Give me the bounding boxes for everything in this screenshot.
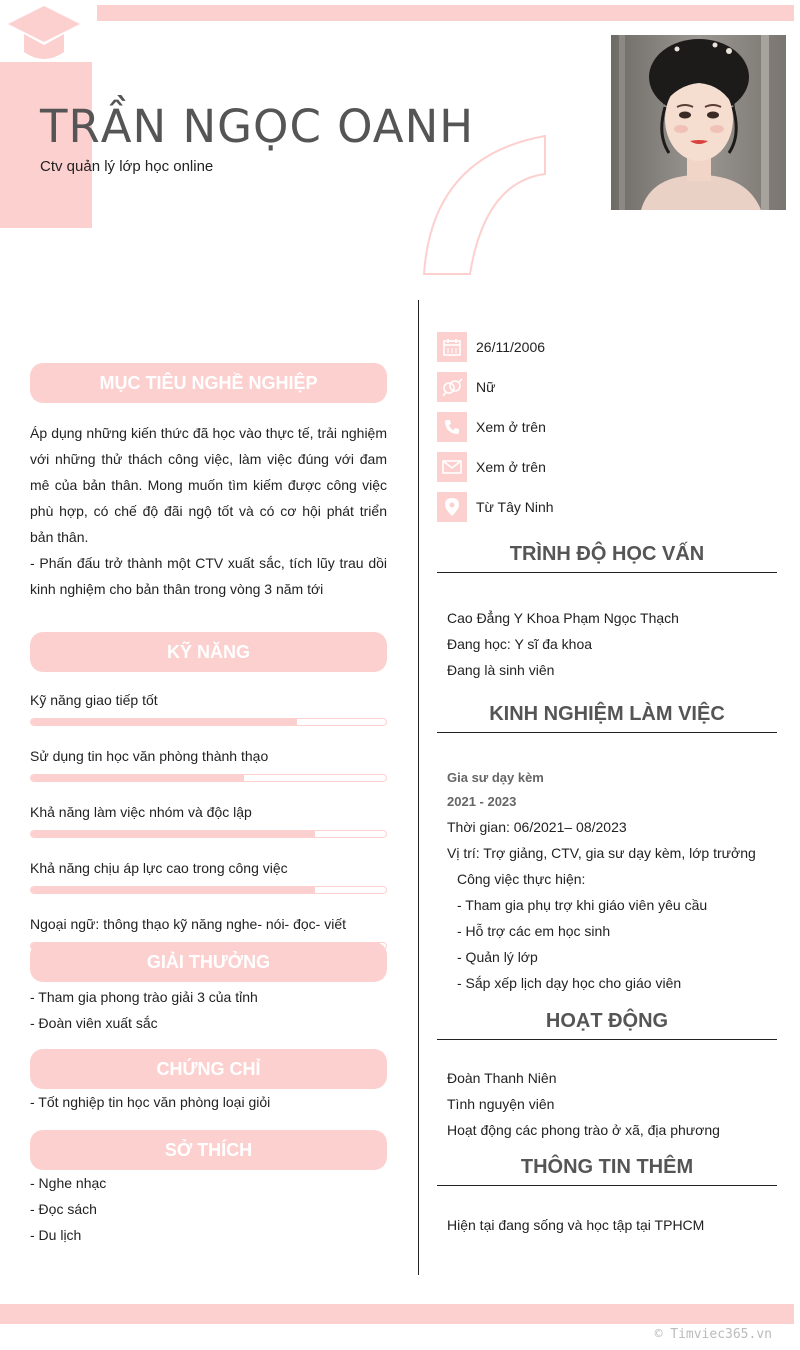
skills-section <box>30 632 387 950</box>
activity-line: Đoàn Thanh Niên <box>447 1070 557 1086</box>
contact-phone <box>437 412 546 442</box>
awards-section <box>30 942 387 1036</box>
objective-text-2: - Phấn đấu trở thành một CTV xuất sắc, tích lũy trau dồi kinh nghiệm cho bản thân trong vòng 3 năm tới <box>30 555 387 597</box>
contact-text: 26/11/2006 <box>476 339 546 355</box>
list-item: - Du lịch <box>30 1227 82 1243</box>
education-line: Cao Đẳng Y Khoa Phạm Ngọc Thạch <box>447 610 679 626</box>
list-item: - Tốt nghiệp tin học văn phòng loại giỏi <box>30 1094 271 1110</box>
experience-task: - Hỗ trợ các em học sinh <box>457 923 611 939</box>
experience-position: Gia sư dạy kèm <box>447 770 544 785</box>
profile-photo <box>611 35 786 210</box>
contact-birthday <box>437 332 545 362</box>
extra-info-heading: THÔNG TIN THÊM <box>437 1156 777 1186</box>
phone-icon <box>437 412 467 442</box>
gender-icon <box>437 372 467 402</box>
contact-email <box>437 452 546 482</box>
skills-heading: KỸ NĂNG <box>30 632 387 672</box>
hobbies-section <box>30 1130 387 1248</box>
skill-bar <box>30 718 387 726</box>
contact-text: Từ Tây Ninh <box>476 499 554 515</box>
objective-section <box>30 363 387 602</box>
skill-label: Ngoại ngữ: thông thạo kỹ năng nghe- nói- đọc- viết <box>30 916 347 932</box>
candidate-name: TRẦN NGỌC OANH <box>40 100 475 153</box>
skill-bar <box>30 830 387 838</box>
skill-bar-fill <box>31 831 315 837</box>
list-item: - Đoàn viên xuất sắc <box>30 1015 158 1031</box>
calendar-icon <box>437 332 467 362</box>
experience-period: Thời gian: 06/2021– 08/2023 <box>447 819 627 835</box>
education-line: Đang học: Y sĩ đa khoa <box>447 636 593 652</box>
education-heading: TRÌNH ĐỘ HỌC VẤN <box>437 543 777 573</box>
column-divider <box>418 300 419 1275</box>
education-content <box>437 605 777 683</box>
location-icon <box>437 492 467 522</box>
activity-line: Tình nguyện viên <box>447 1096 555 1112</box>
contact-gender <box>437 372 495 402</box>
email-icon <box>437 452 467 482</box>
activities-heading: HOẠT ĐỘNG <box>437 1010 777 1040</box>
extra-info-line: Hiện tại đang sống và học tập tại TPHCM <box>447 1217 705 1233</box>
experience-role: Vị trí: Trợ giảng, CTV, gia sư dạy kèm, lớp trưởng <box>447 845 756 861</box>
skill-item <box>30 746 387 782</box>
graduation-cap-icon <box>6 4 82 62</box>
list-item: - Đọc sách <box>30 1201 97 1217</box>
extra-info-content <box>437 1212 777 1238</box>
skill-item <box>30 858 387 894</box>
skill-item <box>30 690 387 726</box>
job-title: Ctv quản lý lớp học online <box>40 158 214 175</box>
arc-decoration <box>420 134 548 278</box>
experience-tasks-title: Công việc thực hiện: <box>457 871 586 887</box>
list-item: - Tham gia phong trào giải 3 của tỉnh <box>30 989 258 1005</box>
contact-text: Nữ <box>476 379 496 395</box>
contact-text: Xem ở trên <box>476 459 546 475</box>
skill-bar-fill <box>31 887 315 893</box>
activity-line: Hoạt động các phong trào ở xã, địa phương <box>447 1122 720 1138</box>
experience-years: 2021 - 2023 <box>447 794 517 809</box>
certificates-heading: CHỨNG CHỈ <box>30 1049 387 1089</box>
list-item: - Nghe nhạc <box>30 1175 107 1191</box>
experience-task: - Quản lý lớp <box>457 949 538 965</box>
certificates-section <box>30 1049 387 1115</box>
awards-heading: GIẢI THƯỞNG <box>30 942 387 982</box>
copyright-text: © Timviec365.vn <box>654 1327 772 1342</box>
activities-content <box>437 1065 777 1143</box>
education-line: Đang là sinh viên <box>447 662 555 678</box>
skill-bar <box>30 886 387 894</box>
objective-heading: MỤC TIÊU NGHỀ NGHIỆP <box>30 363 387 403</box>
skill-item <box>30 802 387 838</box>
contact-address <box>437 492 554 522</box>
skill-bar-fill <box>31 775 244 781</box>
contact-text: Xem ở trên <box>476 419 546 435</box>
skill-bar-fill <box>31 719 297 725</box>
skill-label: Khả năng chịu áp lực cao trong công việc <box>30 860 288 876</box>
hobbies-heading: SỞ THÍCH <box>30 1130 387 1170</box>
skill-label: Sử dụng tin học văn phòng thành thạo <box>30 748 269 764</box>
skill-label: Khả năng làm việc nhóm và độc lập <box>30 804 252 820</box>
skill-label: Kỹ năng giao tiếp tốt <box>30 692 158 708</box>
experience-task: - Tham gia phụ trợ khi giáo viên yêu cầu <box>457 897 708 913</box>
experience-heading: KINH NGHIỆM LÀM VIỆC <box>437 703 777 733</box>
bottom-decor-bar <box>0 1304 794 1324</box>
objective-text-1: Áp dụng những kiến thức đã học vào thực tế, trải nghiệm với những thử thách công việc, làm việc đúng với đam mê của bản thân. Mong muốn tìm kiếm được công việc phù hợp, có chế độ đãi ngộ tốt và có cơ hội phát triển bản thân. <box>30 425 387 545</box>
experience-content <box>437 766 777 996</box>
top-decor-bar <box>97 5 794 21</box>
experience-task: - Sắp xếp lịch dạy học cho giáo viên <box>457 975 682 991</box>
skill-bar <box>30 774 387 782</box>
